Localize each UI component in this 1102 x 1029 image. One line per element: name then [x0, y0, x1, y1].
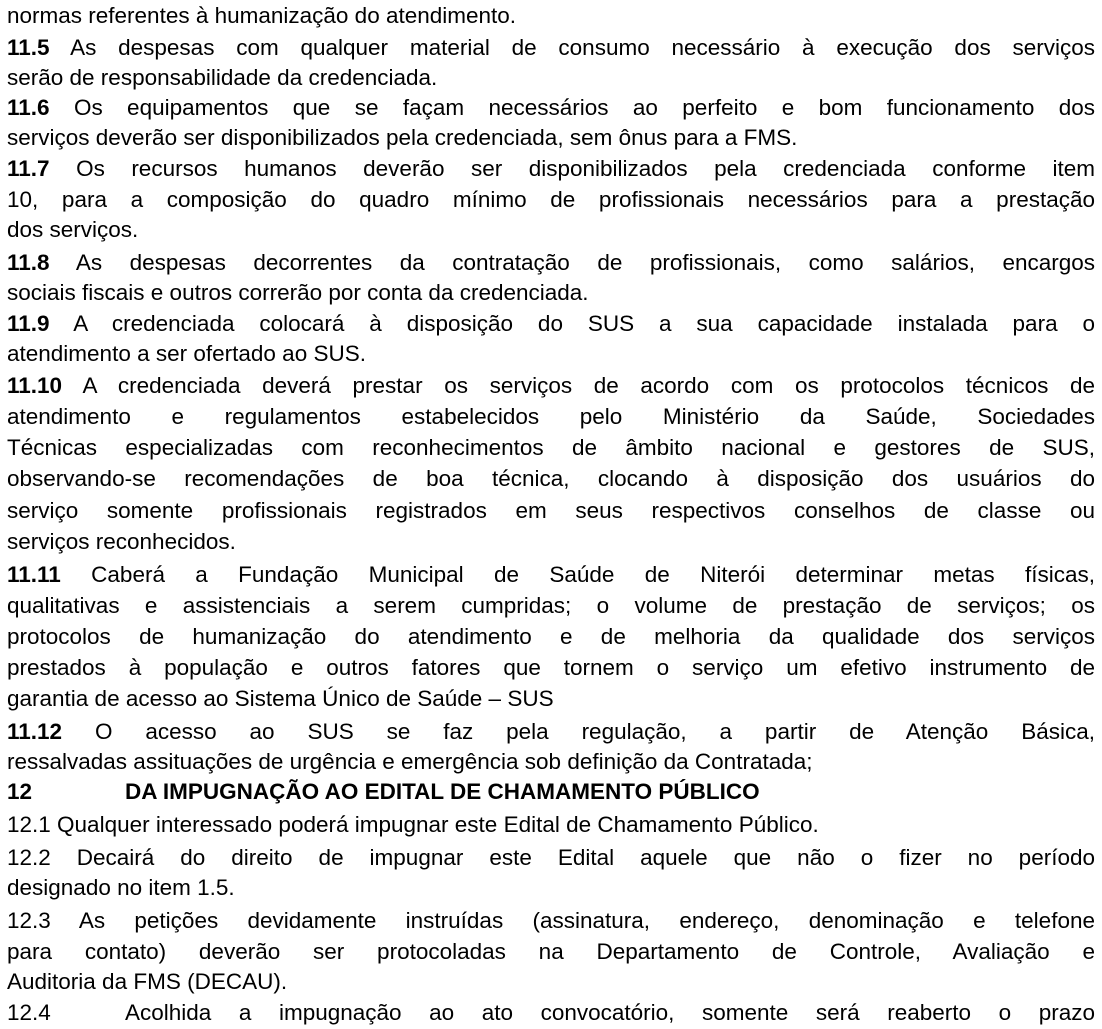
- clause-number: 11.11: [7, 562, 61, 587]
- text-line: protocolos de humanização do atendimento e de melhoria da qualidade dos serviços: [7, 624, 1095, 649]
- clause-12-4: 12.4 Acolhida a impugnação ao ato convocatório, somente será reaberto o prazo: [7, 1000, 1095, 1025]
- text-line: Auditoria da FMS (DECAU).: [7, 969, 288, 994]
- clause-number: 11.5: [7, 35, 50, 60]
- text-line: atendimento a ser ofertado ao SUS.: [7, 341, 366, 366]
- clause-11-7: 11.7 Os recursos humanos deverão ser disponibilizados pela credenciada conforme item: [7, 156, 1095, 181]
- section-title: DA IMPUGNAÇÃO AO EDITAL DE CHAMAMENTO PÚBLICO: [125, 779, 760, 804]
- text-line: prestados à população e outros fatores que tornem o serviço um efetivo instrumento de: [7, 655, 1095, 680]
- clause-number: 11.8: [7, 250, 50, 275]
- clause-number: 11.7: [7, 156, 50, 181]
- clause-12-2: 12.2 Decairá do direito de impugnar este Edital aquele que não o fizer no período: [7, 845, 1095, 870]
- text-line: serviços reconhecidos.: [7, 529, 236, 554]
- clause-11-6: 11.6 Os equipamentos que se façam necessários ao perfeito e bom funcionamento dos: [7, 95, 1095, 120]
- text-line: 10, para a composição do quadro mínimo de profissionais necessários para a prestação: [7, 187, 1095, 212]
- section-heading-12: [7, 778, 1095, 805]
- text-line: Técnicas especializadas com reconhecimentos de âmbito nacional e gestores de SUS,: [7, 435, 1095, 460]
- clause-12-1: 12.1 Qualquer interessado poderá impugnar este Edital de Chamamento Público.: [7, 812, 819, 837]
- clause-11-8: 11.8 As despesas decorrentes da contratação de profissionais, como salários, encargos: [7, 250, 1096, 275]
- clause-number: 12.4: [7, 1000, 51, 1025]
- clause-number: 11.12: [7, 719, 63, 744]
- text-line: atendimento e regulamentos estabelecidos pelo Ministério da Saúde, Sociedades: [7, 404, 1095, 429]
- text-line: ressalvadas assituações de urgência e emergência sob definição da Contratada;: [7, 749, 813, 774]
- text-line: designado no item 1.5.: [7, 875, 235, 900]
- text-line: qualitativas e assistenciais a serem cumpridas; o volume de prestação de serviços; os: [7, 593, 1095, 618]
- text-line: serviços deverão ser disponibilizados pela credenciada, sem ônus para a FMS.: [7, 125, 798, 150]
- clause-number: 11.10: [7, 373, 63, 398]
- text-line: serão de responsabilidade da credenciada.: [7, 65, 438, 90]
- text-line: serviço somente profissionais registrados em seus respectivos conselhos de classe ou: [7, 498, 1095, 523]
- clause-11-10: 11.10 A credenciada deverá prestar os serviços de acordo com os protocolos técnicos de: [7, 373, 1095, 398]
- text-line: garantia de acesso ao Sistema Único de Saúde – SUS: [7, 686, 554, 711]
- section-number: 12: [7, 779, 33, 804]
- clause-11-11: 11.11 Caberá a Fundação Municipal de Saúde de Niterói determinar metas físicas,: [7, 562, 1095, 587]
- clause-11-12: 11.12 O acesso ao SUS se faz pela regulação, a partir de Atenção Básica,: [7, 719, 1095, 744]
- clause-12-3: 12.3 As petições devidamente instruídas (assinatura, endereço, denominação e telefone: [7, 908, 1095, 933]
- text-line: para contato) deverão ser protocoladas na Departamento de Controle, Avaliação e: [7, 939, 1095, 964]
- clause-11-5: 11.5 As despesas com qualquer material de consumo necessário à execução dos serviços: [7, 35, 1095, 60]
- text-line: sociais fiscais e outros correrão por conta da credenciada.: [7, 280, 589, 305]
- text-line: observando-se recomendações de boa técnica, clocando à disposição dos usuários do: [7, 466, 1095, 491]
- text-line: normas referentes à humanização do atendimento.: [7, 3, 517, 28]
- clause-number: 11.9: [7, 311, 50, 336]
- clause-11-9: 11.9 A credenciada colocará à disposição do SUS a sua capacidade instalada para o: [7, 311, 1095, 336]
- clause-number: 11.6: [7, 95, 50, 120]
- text-line: dos serviços.: [7, 217, 139, 242]
